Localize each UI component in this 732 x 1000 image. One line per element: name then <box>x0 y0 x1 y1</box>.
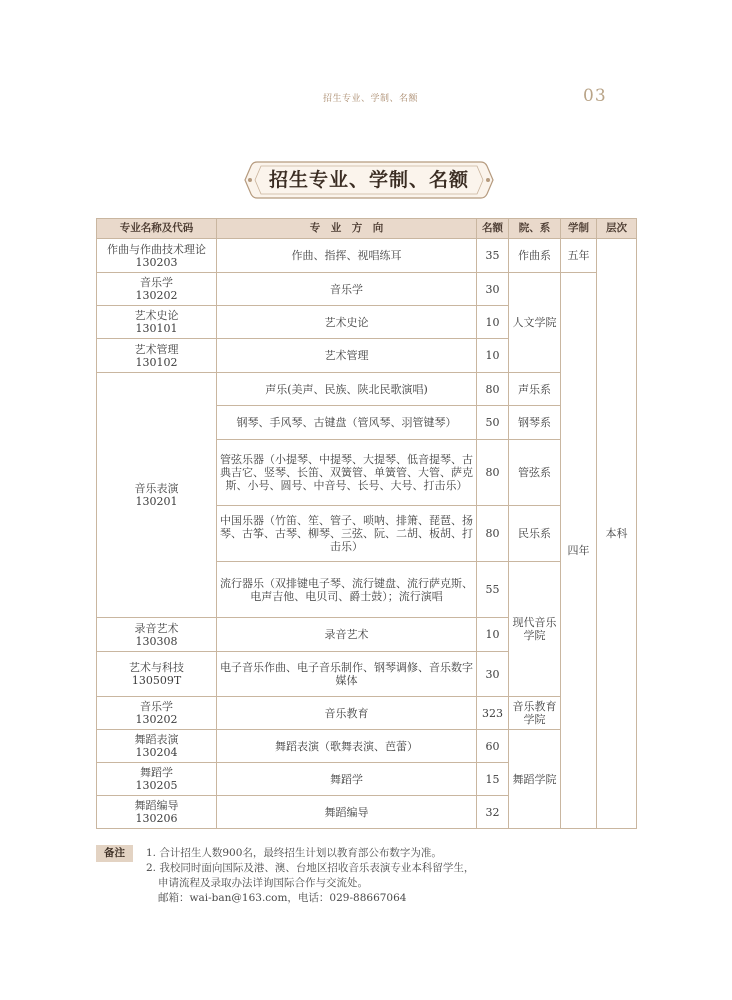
page-title: 招生专业、学制、名额 <box>268 169 469 191</box>
dept-cell: 音乐教育学院 <box>509 697 561 730</box>
years-cell: 五年 <box>561 239 597 273</box>
direction-cell: 舞蹈表演（歌舞表演、芭蕾） <box>217 730 477 763</box>
quota-cell: 55 <box>477 562 509 618</box>
note-contact: 邮箱：wai-ban@163.com，电话：029-88667064 <box>158 892 407 904</box>
dept-cell: 钢琴系 <box>509 406 561 440</box>
dept-cell: 作曲系 <box>509 239 561 273</box>
major-name: 舞蹈学 <box>140 766 173 779</box>
admission-quota-table <box>96 218 637 829</box>
major-cell <box>97 339 217 373</box>
direction-cell: 音乐教育 <box>217 697 477 730</box>
header-dept: 院、系 <box>509 219 561 239</box>
direction-cell: 流行器乐（双排键电子琴、流行键盘、流行萨克斯、电声吉他、电贝司、爵士鼓）；流行演唱 <box>217 562 477 618</box>
major-cell <box>97 652 217 697</box>
quota-cell: 32 <box>477 796 509 829</box>
major-code: 130201 <box>135 495 178 508</box>
page-number: 03 <box>583 86 607 106</box>
major-cell <box>97 796 217 829</box>
major-cell <box>97 239 217 273</box>
major-name: 舞蹈表演 <box>134 733 179 746</box>
direction-cell: 艺术史论 <box>217 306 477 339</box>
table-row <box>97 239 637 273</box>
quota-cell: 15 <box>477 763 509 796</box>
major-cell <box>97 273 217 306</box>
quota-cell: 10 <box>477 306 509 339</box>
major-cell <box>97 306 217 339</box>
header-years: 学制 <box>561 219 597 239</box>
major-code: 130204 <box>135 746 178 759</box>
quota-cell: 80 <box>477 506 509 562</box>
dept-cell: 声乐系 <box>509 373 561 406</box>
major-code: 130203 <box>135 255 178 269</box>
major-name: 音乐学 <box>140 276 173 289</box>
major-code: 130206 <box>135 812 178 825</box>
note-line-3: 申请流程及录取办法详询国际合作与交流处。 <box>158 877 368 889</box>
major-name: 音乐学 <box>140 700 173 713</box>
note-line-1: 1. 合计招生人数900名，最终招生计划以教育部公布数字为准。 <box>146 847 442 859</box>
quota-cell: 30 <box>477 273 509 306</box>
direction-cell: 管弦乐器（小提琴、中提琴、大提琴、低音提琴、古典吉它、竖琴、长笛、双簧管、单簧管、大管、萨克斯、小号、圆号、中音号、长号、大号、打击乐） <box>217 440 477 506</box>
major-name: 录音艺术 <box>134 621 179 635</box>
quota-cell: 50 <box>477 406 509 440</box>
table-row <box>97 730 637 763</box>
table-header-row <box>97 219 637 239</box>
direction-cell: 录音艺术 <box>217 618 477 652</box>
dept-cell: 舞蹈学院 <box>509 730 561 829</box>
header-level: 层次 <box>597 219 637 239</box>
major-cell <box>97 697 217 730</box>
direction-cell: 电子音乐作曲、电子音乐制作、钢琴调修、音乐数字媒体 <box>217 652 477 697</box>
direction-cell: 钢琴、手风琴、古键盘（管风琴、羽管键琴） <box>217 406 477 440</box>
dept-cell: 人文学院 <box>509 273 561 373</box>
notes-label: 备注 <box>96 845 133 862</box>
direction-cell: 音乐学 <box>217 273 477 306</box>
major-cell <box>97 730 217 763</box>
major-name: 舞蹈编导 <box>134 799 179 812</box>
major-code: 130205 <box>135 779 178 792</box>
title-banner <box>243 160 495 200</box>
direction-cell: 舞蹈学 <box>217 763 477 796</box>
dept-cell: 现代音乐学院 <box>509 562 561 697</box>
direction-cell: 艺术管理 <box>217 339 477 373</box>
table-row <box>97 273 637 306</box>
table-row <box>97 697 637 730</box>
quota-cell: 10 <box>477 618 509 652</box>
major-code: 130308 <box>135 634 178 648</box>
header-major: 专业名称及代码 <box>97 219 217 239</box>
running-header: 招生专业、学制、名额 <box>323 94 419 104</box>
major-name: 艺术史论 <box>134 309 179 322</box>
direction-cell: 舞蹈编导 <box>217 796 477 829</box>
major-code: 130202 <box>135 713 178 726</box>
dept-cell: 民乐系 <box>509 506 561 562</box>
header-quota: 名额 <box>477 219 509 239</box>
major-cell <box>97 618 217 652</box>
major-name: 音乐表演 <box>134 482 179 495</box>
direction-cell: 声乐(美声、民族、陕北民歌演唱) <box>217 373 477 406</box>
years-cell: 四年 <box>561 273 597 829</box>
major-code: 130509T <box>131 674 182 687</box>
quota-cell: 35 <box>477 239 509 273</box>
direction-cell: 作曲、指挥、视唱练耳 <box>217 239 477 273</box>
table-row <box>97 373 637 406</box>
major-code: 130101 <box>135 322 178 335</box>
major-name: 艺术管理 <box>134 342 179 356</box>
header-direction: 专 业 方 向 <box>217 219 477 239</box>
major-name: 作曲与作曲技术理论 <box>107 242 206 256</box>
major-cell <box>97 373 217 618</box>
level-cell: 本科 <box>597 239 637 829</box>
note-line-2: 2. 我校同时面向国际及港、澳、台地区招收音乐表演专业本科留学生， <box>146 862 475 874</box>
quota-cell: 80 <box>477 440 509 506</box>
quota-cell: 30 <box>477 652 509 697</box>
direction-cell: 中国乐器（竹笛、笙、管子、唢呐、排箫、琵琶、扬琴、古筝、古琴、柳琴、三弦、阮、二胡、板胡、打击乐） <box>217 506 477 562</box>
major-code: 130102 <box>135 355 178 369</box>
dept-cell: 管弦系 <box>509 440 561 506</box>
quota-cell: 80 <box>477 373 509 406</box>
major-code: 130202 <box>135 289 178 302</box>
major-name: 艺术与科技 <box>129 661 184 674</box>
major-cell <box>97 763 217 796</box>
quota-cell: 323 <box>477 697 509 730</box>
quota-cell: 60 <box>477 730 509 763</box>
quota-cell: 10 <box>477 339 509 373</box>
